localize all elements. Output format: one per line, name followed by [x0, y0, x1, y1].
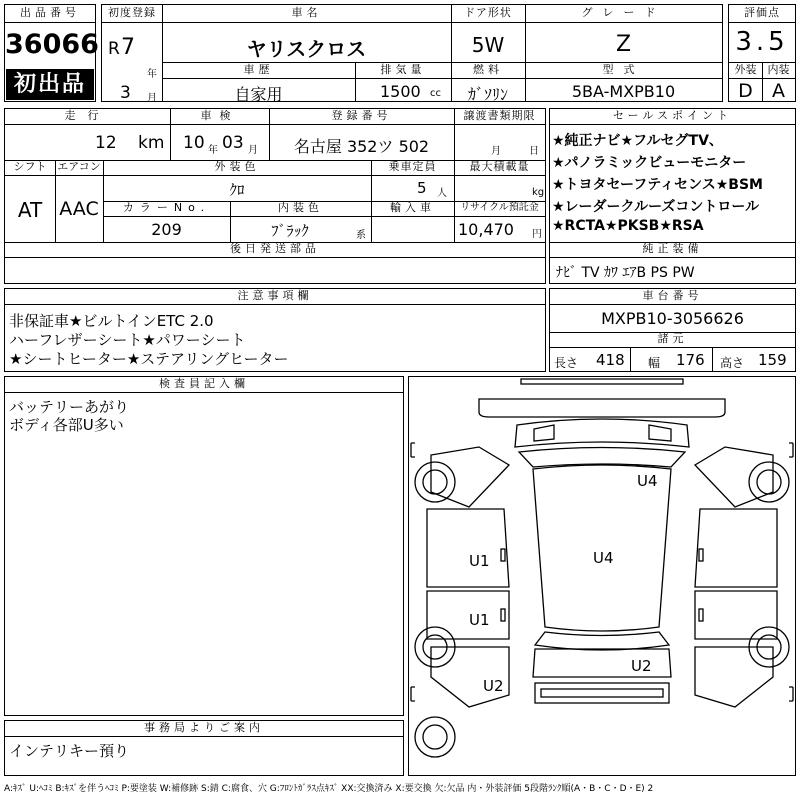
width-label: 幅	[648, 356, 661, 370]
damage-mark: U1	[469, 552, 490, 570]
capacity: 5	[417, 179, 427, 197]
height-label: 高さ	[720, 356, 745, 370]
damage-mark: U2	[483, 677, 504, 695]
mileage: 12	[95, 133, 117, 153]
damage-mark: U4	[637, 472, 658, 490]
max-load-unit: kg	[532, 187, 545, 198]
header-main-box	[101, 4, 723, 102]
inspection-label: 車検	[200, 109, 239, 122]
displacement: 1500	[380, 82, 421, 101]
history-label: 車歴	[243, 63, 274, 76]
transfer-label: 譲渡書類期限	[463, 109, 536, 122]
reg-no-label: 登録番号	[331, 109, 392, 122]
model: 5BA-MXPB10	[571, 82, 676, 101]
car-outline	[409, 377, 795, 775]
score-box	[728, 4, 796, 102]
max-load-label: 最大積載量	[469, 160, 530, 173]
inspector-note: ボディ各部U多い	[9, 416, 124, 434]
import-label: 輸入車	[390, 201, 435, 214]
vehicle-detail-box	[4, 108, 546, 284]
note-line: 非保証車★ビルトインETC 2.0	[9, 312, 214, 330]
displacement-label: 排気量	[380, 63, 426, 76]
model-label: 型式	[602, 63, 645, 76]
damage-diagram	[408, 376, 796, 776]
first-reg-label: 初度登録	[108, 6, 156, 19]
int-color-unit: 系	[356, 230, 366, 241]
damage-mark: U2	[631, 657, 652, 675]
first-listing-badge: 初出品	[6, 69, 94, 100]
chassis-label: 車台番号	[642, 289, 703, 302]
fuel: ｶﾞｿﾘﾝ	[467, 85, 508, 104]
equipment: ﾅﾋﾞ TV ｶﾜ ｴｱB PS PW	[556, 265, 695, 281]
reg-no: 名古屋 352ツ 502	[293, 137, 430, 156]
chassis-number: MXPB10-3056626	[601, 309, 744, 328]
grade: Z	[615, 32, 632, 57]
year-unit: 年	[147, 69, 157, 80]
interior-score: A	[772, 80, 785, 102]
car-name: ヤリスクロス	[246, 37, 367, 61]
car-name-label: 車名	[291, 6, 322, 19]
inspector-note: バッテリーあがり	[9, 398, 130, 416]
exterior-score: D	[738, 80, 753, 102]
first-reg-month: 3	[120, 83, 131, 103]
recycle-unit: 円	[532, 229, 542, 240]
inspection-year: 10	[183, 133, 205, 153]
mileage-unit: km	[138, 133, 165, 153]
transfer-month: 月	[491, 146, 501, 157]
lot-number: 36066	[5, 29, 99, 60]
note-line: ★シートヒーター★ステアリングヒーター	[9, 350, 289, 368]
length: 418	[596, 351, 625, 369]
damage-mark: U1	[469, 611, 490, 629]
color-no-label: カラーNo.	[122, 201, 211, 214]
ext-color-label: 外装色	[214, 160, 260, 173]
doors: 5W	[471, 33, 505, 57]
equipment-label: 純正装備	[642, 242, 703, 255]
specs-label: 諸元	[657, 332, 688, 345]
sales-points-box	[549, 108, 796, 284]
chassis-box	[549, 288, 796, 372]
ac: AAC	[59, 198, 99, 220]
lot-number-label: 出品番号	[20, 6, 80, 19]
first-reg-year: 7	[121, 35, 135, 60]
sales-line: ★レーダークルーズコントロール	[552, 199, 760, 215]
notes-label: 注意事項欄	[237, 289, 313, 302]
recycle-label: リサイクル預託金	[460, 202, 539, 213]
capacity-label: 乗車定員	[388, 160, 437, 173]
notes-box	[4, 288, 546, 372]
mileage-label: 走行	[64, 109, 111, 122]
office-label: 事務局よりご案内	[144, 721, 264, 734]
recycle-fee: 10,470	[458, 220, 514, 239]
sales-line: ★トヨタセーフティセンス★BSM	[552, 177, 763, 193]
history: 自家用	[234, 85, 283, 104]
capacity-unit: 人	[437, 188, 447, 199]
int-color: ﾌﾞﾗｯｸ	[271, 222, 309, 240]
interior-label: 内装	[767, 63, 790, 76]
sales-points-label: セールスポイント	[612, 109, 732, 122]
ac-label: エアコン	[57, 160, 101, 173]
inspection-month: 03	[222, 133, 244, 153]
month-unit: 月	[147, 93, 157, 104]
color-no: 209	[151, 220, 182, 239]
sales-line: ★パノラミックビューモニター	[552, 155, 747, 171]
int-color-label: 内装色	[278, 201, 323, 214]
score: 3.5	[735, 27, 789, 57]
grade-label: グレード	[581, 6, 666, 19]
lot-number-box	[4, 4, 99, 102]
exterior-label: 外装	[734, 63, 757, 76]
damage-mark: U4	[593, 549, 614, 567]
legend: A:ｷｽﾞ U:ﾍｺﾐ B:ｷｽﾞを伴うﾍｺﾐ P:要塗装 W:補修跡 S:錆 C:腐食、穴 G:ﾌﾛﾝﾄｶﾞﾗｽ点ｷｽﾞ XX:交換済み X:要交換 欠:欠品 内・外装評価 5段階ﾗﾝｸ順(A・B・C・D・E) 2	[4, 784, 654, 794]
width: 176	[676, 351, 705, 369]
era: R	[108, 39, 120, 59]
height: 159	[758, 351, 787, 369]
insp-year-unit: 年	[208, 145, 218, 156]
inspector-box	[4, 376, 404, 716]
fuel-label: 燃料	[473, 63, 503, 76]
insp-month-unit: 月	[248, 145, 258, 156]
later-parts-label: 後日発送部品	[230, 242, 320, 255]
doors-label: ドア形状	[464, 6, 512, 19]
office-box	[4, 720, 404, 776]
ext-color: ｸﾛ	[229, 181, 245, 199]
shift: AT	[17, 198, 43, 222]
shift-label: シフト	[13, 160, 47, 173]
office-text: インテリキー預り	[9, 742, 130, 760]
note-line: ハーフレザーシート★パワーシート	[9, 331, 246, 349]
score-label: 評価点	[744, 6, 780, 19]
transfer-day: 日	[529, 146, 539, 157]
length-label: 長さ	[554, 356, 579, 370]
sales-line: ★RCTA★PKSB★RSA	[552, 218, 704, 234]
sales-line: ★純正ナビ★フルセグTV、	[552, 133, 723, 149]
inspector-label: 検査員記入欄	[159, 377, 249, 390]
displacement-unit: cc	[430, 88, 441, 99]
